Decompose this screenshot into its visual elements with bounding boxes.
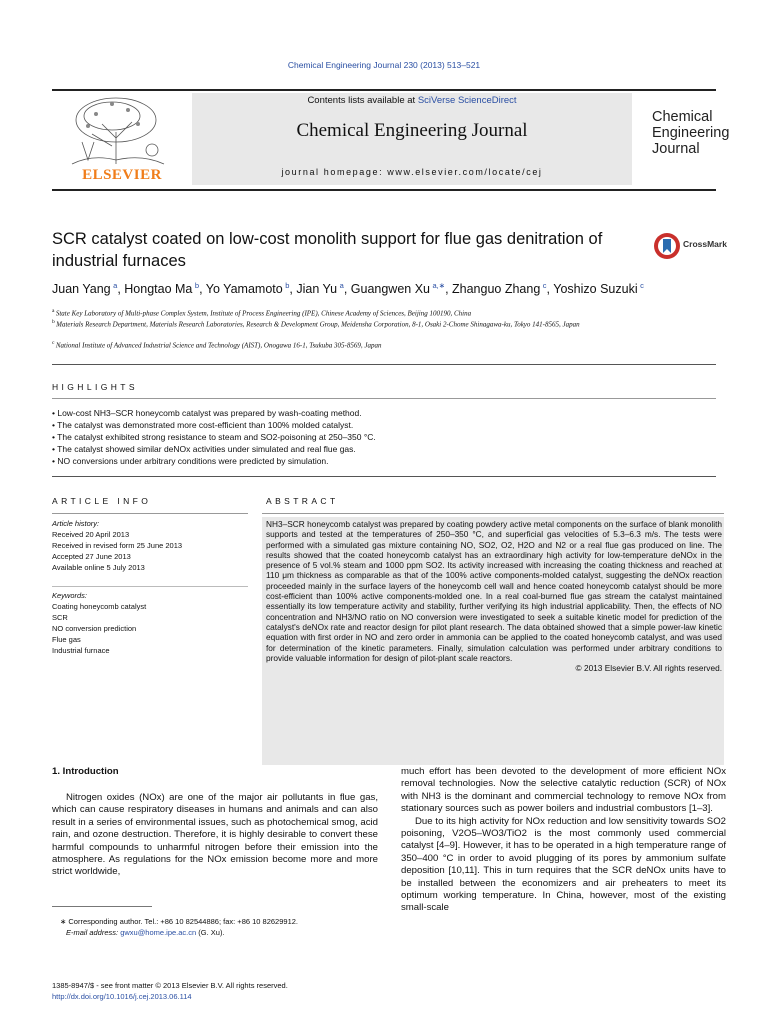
- article-info-heading: ARTICLE INFO: [52, 496, 152, 506]
- body-paragraph: Due to its high activity for NOx reduction and low sensitivity towards SO2 poisoning, V2O5–WO3/TiO2 is the most commonly used commercial catalyst [4–9]. However, it has to be operated in a high temperature range of 350–400 °C in order to avoid plugging of its pores by ammonium sulfate deposition [10,11]. This in turn requires that the SCR deNOx units have to be installed between the economizers and air preheaters to meet its optimum working temperature. In China, however, most of the existing small-scale: [401, 815, 726, 914]
- author-name[interactable]: Zhanguo Zhang: [452, 282, 541, 297]
- highlight-item: • Low-cost NH3–SCR honeycomb catalyst was prepared by wash-coating method.: [52, 408, 362, 418]
- keywords-label: Keywords:: [52, 591, 88, 600]
- highlight-item: • NO conversions under arbitrary conditions were predicted by simulation.: [52, 456, 329, 466]
- paper-title: SCR catalyst coated on low-cost monolith support for flue gas denitration of industrial furnaces: [52, 230, 603, 270]
- email-suffix: (G. Xu).: [196, 928, 225, 937]
- author-affil-sup[interactable]: b: [194, 281, 200, 290]
- author-affil-sup[interactable]: c: [542, 281, 547, 290]
- history-entry: Available online 5 July 2013: [52, 563, 145, 572]
- abstract-heading: ABSTRACT: [266, 496, 339, 506]
- author-name[interactable]: Hongtao Ma: [124, 282, 193, 297]
- affiliation-text: State Key Laboratory of Multi-phase Complex System, Institute of Process Engineering (IPE), Chinese Academy of Sciences, Beijing 100190, China: [55, 309, 472, 318]
- issn-line: 1385-8947/$ - see front matter © 2013 Elsevier B.V. All rights reserved.: [52, 981, 288, 990]
- publisher-name: ELSEVIER: [82, 167, 162, 183]
- email-link[interactable]: gwxu@home.ipe.ac.cn: [120, 928, 197, 937]
- history-entry: Received in revised form 25 June 2013: [52, 541, 183, 550]
- author-list: Juan Yang $^a$, Hongtao Ma $^b$, Yo Yamamoto $^b$, Jian Yu $^a$, Guangwen Xu $^{a,∗}$, Zhanguo Zhang $^c$, Yoshizo Suzuki $^c$: [52, 281, 644, 297]
- author-affil-sup[interactable]: b: [285, 281, 290, 290]
- author-name[interactable]: Juan Yang: [52, 282, 111, 297]
- article-history-label: Article history:: [52, 519, 100, 528]
- corresponding-author: ∗ Corresponding author. Tel.: +86 10 82544886; fax: +86 10 82629912.: [60, 917, 298, 926]
- doi-link[interactable]: http://dx.doi.org/10.1016/j.cej.2013.06.114: [52, 992, 192, 1001]
- header-rule-bottom: [52, 189, 716, 191]
- email-line: [52, 927, 382, 938]
- keyword: Coating honeycomb catalyst: [52, 602, 147, 611]
- cover-logo-line: Engineering: [652, 125, 730, 141]
- highlight-item: • The catalyst was demonstrated more cost-efficient than 100% molded catalyst.: [52, 420, 354, 430]
- highlights-bottom-rule: [52, 476, 716, 477]
- body-right-column: [401, 766, 726, 915]
- highlight-item: • The catalyst showed similar deNOx activities under simulated and real flue gas.: [52, 444, 356, 454]
- abstract-copyright: © 2013 Elsevier B.V. All rights reserved.: [575, 663, 722, 674]
- keyword: SCR: [52, 613, 68, 622]
- keywords-rule: [52, 586, 248, 587]
- crossmark-label: CrossMark: [683, 239, 727, 249]
- affiliation-sup: b: [52, 319, 55, 325]
- highlights-heading-rule: [52, 398, 716, 399]
- footnote-rule: [52, 906, 152, 907]
- author-name[interactable]: Jian Yu: [296, 282, 338, 297]
- article-info-rule: [52, 513, 248, 514]
- body-paragraph: much effort has been devoted to the development of more efficient NOx removal technologies. Now the selective catalytic reduction (SCR) of NOx with NH3 is the dominant and commercial technology to remove NOx from stationary sources such as power boilers and industrial combustors [1–3].: [401, 766, 726, 815]
- crossmark-icon: [652, 231, 682, 261]
- author-affil-sup[interactable]: c: [640, 281, 644, 290]
- affiliation-sup: a: [52, 308, 55, 314]
- highlights-top-rule: [52, 364, 716, 365]
- contents-prefix: Contents lists available at: [307, 95, 418, 106]
- journal-title: Chemical Engineering Journal: [296, 120, 528, 141]
- header-rule-top: [52, 89, 716, 91]
- highlights-heading: HIGHLIGHTS: [52, 382, 138, 392]
- section-title: 1. Introduction: [52, 766, 119, 777]
- author-name[interactable]: Yo Yamamoto: [205, 282, 283, 297]
- highlight-item: • The catalyst exhibited strong resistance to steam and SO2-poisoning at 250–350 °C.: [52, 432, 376, 442]
- corresponding-footnote: [52, 916, 382, 938]
- affiliation-text: Materials Research Department, Materials Research Laboratories, Research & Development Group, Meidensha Corporation, 8-1, Osaki 2-Chome Shinagawa-ku, Tokyo 141-8565, Japan: [56, 320, 580, 329]
- cover-logo-line: Chemical: [652, 109, 713, 125]
- keyword: Flue gas: [52, 635, 81, 644]
- history-entry: Received 20 April 2013: [52, 530, 130, 539]
- affiliation: [52, 338, 722, 350]
- journal-cover-logo: [652, 109, 742, 157]
- journal-reference[interactable]: Chemical Engineering Journal 230 (2013) 513–521: [287, 60, 481, 70]
- affiliation: [52, 317, 722, 329]
- author-affil-sup[interactable]: a: [339, 281, 344, 290]
- sciencedirect-link[interactable]: SciVerse ScienceDirect: [417, 95, 517, 106]
- keyword: Industrial furnace: [52, 646, 110, 655]
- contents-line: [192, 95, 632, 106]
- affiliation-sup: c: [52, 340, 55, 346]
- body-left-column: [52, 792, 378, 879]
- author-affil-sup[interactable]: a: [113, 281, 118, 290]
- journal-homepage[interactable]: journal homepage: www.elsevier.com/locate/cej: [281, 167, 543, 177]
- abstract-text: NH3–SCR honeycomb catalyst was prepared by coating powdery active metal components on the surface of blank monolith supports and tested at the temperatures of 250–350 °C, and superficial gas velocities of 5.3–6.3 m/s. The tests were performed with a simulated gas mixture containing NO, SO2, O2, H2O and N2 or a real flue gas produced on line. The results showed that the coated honeycomb catalyst has an extraordinary high activity for low-temperature deNOx in the presence of 5 vol.% steam and 1000 ppm SO2. Its activity increased with increasing the coating thickness and reached at 110 μm thickness as comparable as that of the 100% active components-molded catalyst, suggesting the deNOx reaction proceeded mainly in the surface layers of the honeycomb cell wall and hence coated honeycomb catalyst should be more cost-efficient than 100% active components-molded one. In a real coal-burned flue gas stream the catalyst maintained essentially its low temperature activity and stability, further verifying its high industrial applicability. Then, the effects of NO concentration and NH3/NO ratio on NO conversion were investigated to seek a suitable kinetic model for prediction of the catalyst's deNOx rate and reactor design for pilot plant research. The data obtained showed that a simple power-law kinetic equation with first order in NO and zero order in ammonia can be applied to the coated honeycomb catalyst, and was used for determination of the kinetic parameters. Finally, simulation calculation was performed under arbitrary conditions to provide valuable information for design of pilot-plant scale reactors.: [266, 519, 722, 663]
- keyword: NO conversion prediction: [52, 624, 137, 633]
- front-matter: [52, 980, 452, 1002]
- abstract-body: [266, 519, 722, 673]
- body-paragraph: Nitrogen oxides (NOx) are one of the major air pollutants in flue gas, which can cause respiratory diseases in humans and animals and can also result in a series of environmental issues, such as photochemical smog, acid rain, and ozone destruction. Therefore, it is highly desirable to convert these harmful compounds to unharmful nitrogen before their emission into the atmosphere. As regulations for the NOx emission become more and more strict worldwide,: [52, 792, 378, 878]
- email-label: E-mail address:: [66, 928, 121, 937]
- history-entry: Accepted 27 June 2013: [52, 552, 131, 561]
- author-name[interactable]: Yoshizo Suzuki: [553, 282, 638, 297]
- author-name[interactable]: Guangwen Xu: [350, 282, 430, 297]
- author-affil-sup[interactable]: a,∗: [432, 281, 446, 290]
- abstract-rule: [262, 513, 724, 514]
- cover-logo-line: Journal: [652, 141, 700, 157]
- affiliation-text: National Institute of Advanced Industrial Science and Technology (AIST), Onogawa 16-1, Tsukuba 305-8569, Japan: [55, 341, 382, 350]
